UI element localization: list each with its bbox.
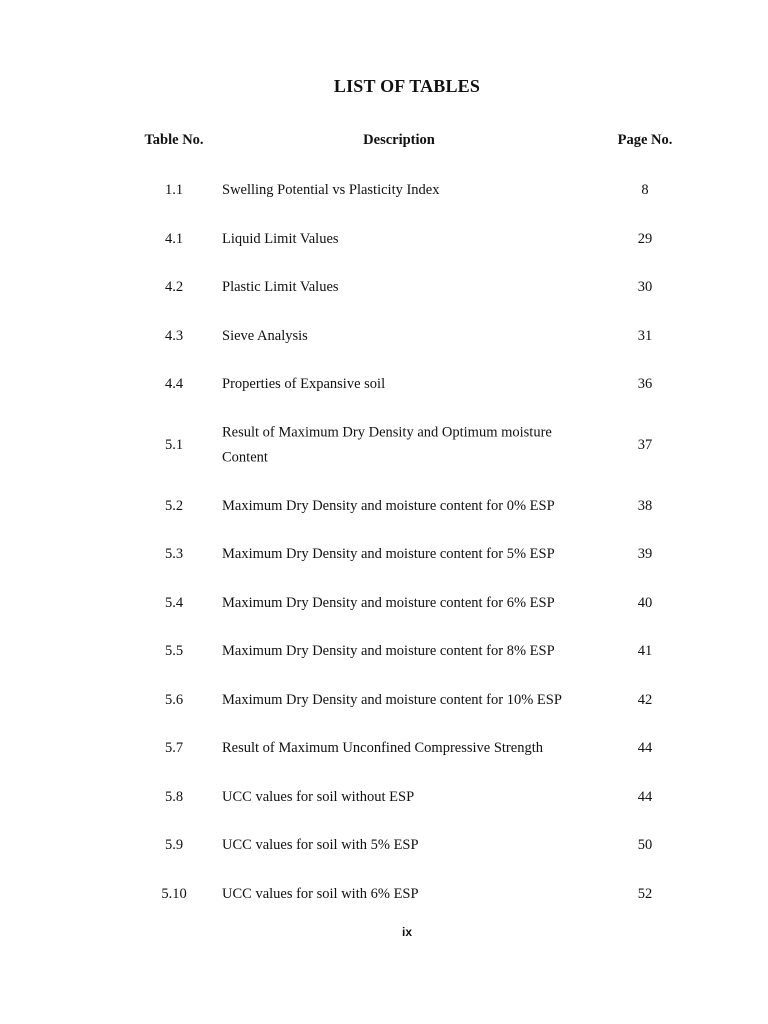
row-table-number: 5.5 <box>164 643 184 659</box>
row-page-number: 40 <box>637 594 653 611</box>
row-page-number: 36 <box>637 376 653 392</box>
table-row <box>0 676 768 725</box>
table-row <box>0 360 768 409</box>
row-table-number: 5.7 <box>164 740 184 756</box>
row-description: Swelling Potential vs Plasticity Index <box>222 182 440 198</box>
row-page-number: 30 <box>637 279 653 295</box>
row-page-number: 44 <box>637 740 653 756</box>
header-description: Description <box>363 132 435 148</box>
row-table-number: 4.4 <box>164 376 184 392</box>
table-row <box>0 263 768 312</box>
row-description: Sieve Analysis <box>222 327 308 344</box>
table-header-row <box>0 132 768 152</box>
row-description: Result of Maximum Unconfined Compressive Strength <box>222 740 543 756</box>
row-table-number: 5.3 <box>164 546 184 562</box>
row-description: Maximum Dry Density and moisture content for 0% ESP <box>222 497 555 514</box>
row-page-number: 42 <box>637 691 653 708</box>
row-description: Maximum Dry Density and moisture content for 10% ESP <box>222 691 562 708</box>
table-list <box>0 166 768 918</box>
row-page-number: 29 <box>637 230 653 247</box>
row-table-number: 5.8 <box>164 788 184 805</box>
row-page-number: 41 <box>637 643 653 659</box>
table-row <box>0 579 768 628</box>
row-page-number: 52 <box>637 885 653 902</box>
row-description: Maximum Dry Density and moisture content for 6% ESP <box>222 594 555 611</box>
row-table-number: 5.2 <box>164 497 184 514</box>
row-description: Result of Maximum Dry Density and Optimum moisture Content <box>222 424 552 465</box>
header-page-no: Page No. <box>617 132 673 148</box>
row-page-number: 50 <box>637 837 653 853</box>
header-table-no: Table No. <box>144 132 204 148</box>
row-table-number: 5.6 <box>164 691 184 708</box>
table-row <box>0 724 768 773</box>
table-row <box>0 773 768 822</box>
row-table-number: 5.10 <box>161 885 187 902</box>
row-table-number: 4.2 <box>164 279 184 295</box>
row-description: UCC values for soil with 6% ESP <box>222 885 419 902</box>
table-row <box>0 409 768 482</box>
table-row <box>0 627 768 676</box>
row-page-number: 38 <box>637 497 653 514</box>
page-footer-number: ix <box>401 925 412 939</box>
table-row <box>0 821 768 870</box>
row-page-number: 44 <box>637 788 653 805</box>
page-title: LIST OF TABLES <box>333 76 481 96</box>
table-row <box>0 215 768 264</box>
row-description: Plastic Limit Values <box>222 279 339 295</box>
row-table-number: 5.9 <box>164 837 184 853</box>
row-description: Liquid Limit Values <box>222 230 339 247</box>
row-table-number: 5.4 <box>164 594 184 611</box>
table-row <box>0 482 768 531</box>
row-page-number: 8 <box>641 182 649 198</box>
row-table-number: 4.3 <box>164 327 184 344</box>
row-description: UCC values for soil without ESP <box>222 788 415 805</box>
row-description: Maximum Dry Density and moisture content for 5% ESP <box>222 546 555 562</box>
row-table-number: 4.1 <box>164 230 184 247</box>
row-page-number: 37 <box>637 436 653 453</box>
row-table-number: 5.1 <box>164 436 184 453</box>
table-row <box>0 166 768 215</box>
row-table-number: 1.1 <box>164 182 184 198</box>
row-description: Maximum Dry Density and moisture content for 8% ESP <box>222 643 555 659</box>
row-description: UCC values for soil with 5% ESP <box>222 837 419 853</box>
table-row <box>0 312 768 361</box>
row-page-number: 39 <box>637 546 653 562</box>
row-description: Properties of Expansive soil <box>222 376 386 392</box>
table-row <box>0 870 768 919</box>
row-page-number: 31 <box>637 327 653 344</box>
table-row <box>0 530 768 579</box>
